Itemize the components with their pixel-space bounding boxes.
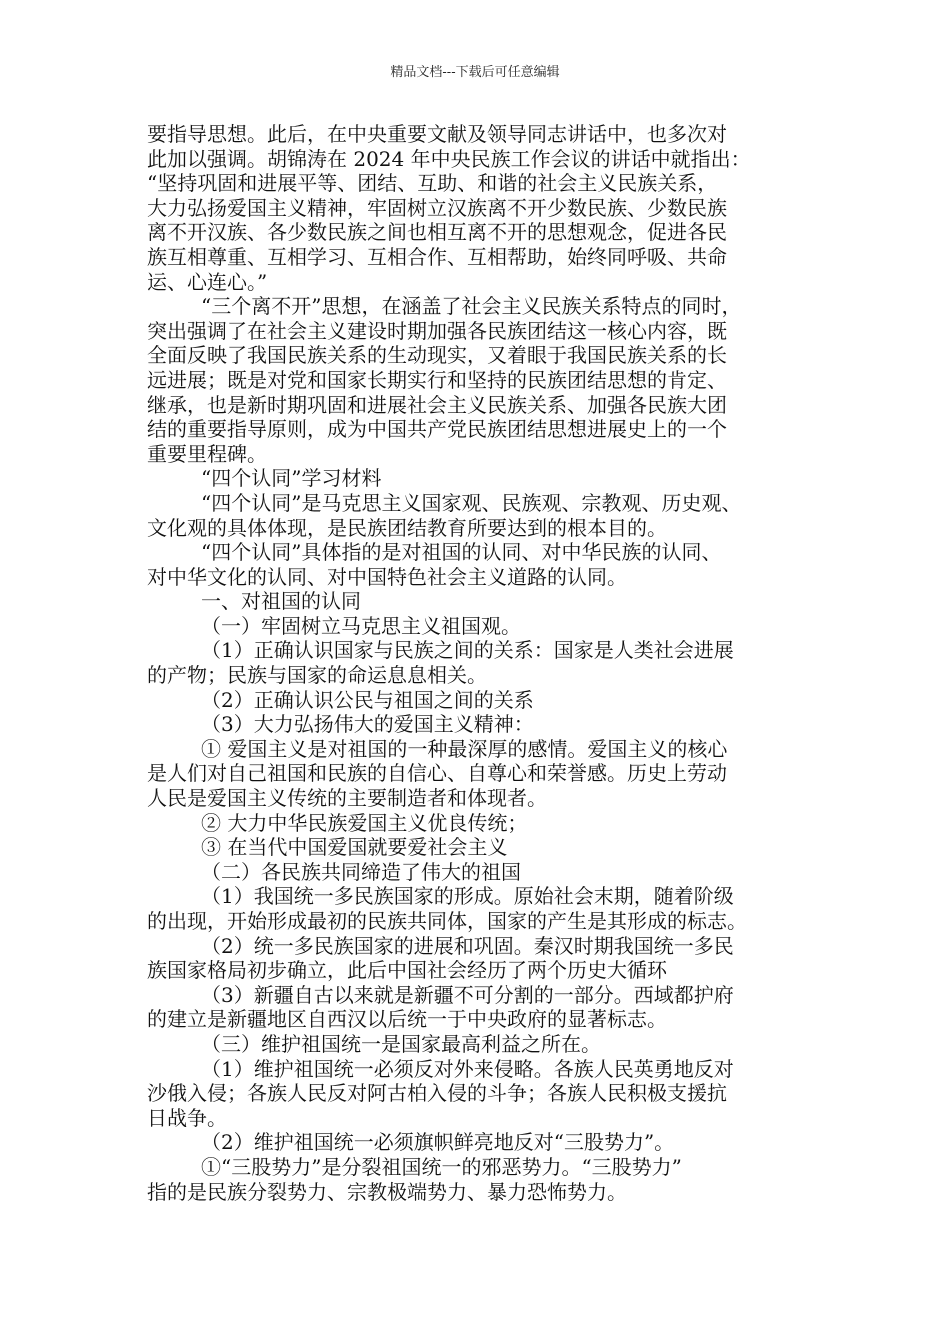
paragraph	[147, 589, 827, 614]
paragraph	[147, 737, 827, 811]
paragraph	[147, 1057, 827, 1131]
paragraph	[147, 884, 827, 933]
text-line: 继承，也是新时期巩固和进展社会主义民族关系、加强各民族大团	[147, 392, 727, 417]
text-line: “四个认同”是马克思主义国家观、民族观、宗教观、历史观、	[201, 490, 742, 515]
text-line: 全面反映了我国民族关系的生动现实，又着眼于我国民族关系的长	[147, 343, 727, 368]
text-line: 文化观的具体体现，是民族团结教育所要达到的根本目的。	[147, 515, 667, 540]
text-line: （2）统一多民族国家的进展和巩固。秦汉时期我国统一多民	[201, 933, 734, 958]
text-line: “四个认同”学习材料	[201, 466, 382, 491]
text-line: ② 大力中华民族爱国主义优良传统；	[201, 810, 528, 835]
text-line: （1）正确认识国家与民族之间的关系：国家是人类社会进展	[201, 638, 734, 663]
document-body	[147, 122, 827, 1204]
paragraph	[147, 466, 827, 491]
paragraph	[147, 540, 827, 589]
text-line: ① 爱国主义是对祖国的一种最深厚的感情。爱国主义的核心	[201, 736, 728, 761]
text-line: （2）维护祖国统一必须旗帜鲜亮地反对“三股势力”。	[201, 1130, 675, 1155]
text-line: 对中华文化的认同、对中国特色社会主义道路的认同。	[147, 564, 627, 589]
paragraph	[147, 294, 827, 466]
text-line: 沙俄入侵；各族人民反对阿古柏入侵的斗争；各族人民积极支援抗	[147, 1081, 727, 1106]
text-line: （1）维护祖国统一必须反对外来侵略。各族人民英勇地反对	[201, 1056, 734, 1081]
text-line: 大力弘扬爱国主义精神，牢固树立汉族离不开少数民族、少数民族	[147, 195, 727, 220]
text-line: 的出现，开始形成最初的民族共同体，国家的产生是其形成的标志。	[147, 909, 747, 933]
text-line: 的建立是新疆地区自西汉以后统一于中央政府的显著标志。	[147, 1007, 667, 1032]
text-line: 结的重要指导原则，成为中国共产党民族团结思想进展史上的一个	[147, 417, 727, 442]
paragraph	[147, 934, 827, 983]
text-line: ①“三股势力”是分裂祖国统一的邪恶势力。“三股势力”	[201, 1154, 682, 1179]
text-line: （3）新疆自古以来就是新疆不可分割的一部分。西域都护府	[201, 982, 734, 1007]
text-line: 族国家格局初步确立，此后中国社会经历了两个历史大循环	[147, 958, 667, 983]
text-line: （1）我国统一多民族国家的形成。原始社会末期，随着阶级	[201, 884, 734, 909]
text-line: ③ 在当代中国爱国就要爱社会主义	[201, 835, 508, 860]
text-line: 的产物；民族与国家的命运息息相关。	[147, 663, 487, 688]
paragraph	[147, 122, 827, 294]
paragraph	[147, 638, 827, 687]
text-line: 是人们对自己祖国和民族的自信心、自尊心和荣誉感。历史上劳动	[147, 761, 727, 786]
text-line: （二）各民族共同缔造了伟大的祖国	[201, 859, 521, 884]
text-line: “坚持巩固和进展平等、团结、互助、和谐的社会主义民族关系，	[147, 171, 718, 196]
page-header: 精品文档---下载后可任意编辑	[390, 65, 560, 80]
paragraph	[147, 712, 827, 737]
text-line: “三个离不开”思想，在涵盖了社会主义民族关系特点的同时，	[201, 294, 742, 319]
text-line: （一）牢固树立马克思主义祖国观。	[201, 613, 521, 638]
text-line: （3）大力弘扬伟大的爱国主义精神：	[201, 712, 534, 737]
paragraph	[147, 688, 827, 713]
paragraph	[147, 491, 827, 540]
paragraph	[147, 1155, 827, 1204]
paragraph	[147, 1130, 827, 1155]
text-line: 指的是民族分裂势力、宗教极端势力、暴力恐怖势力。	[147, 1179, 627, 1204]
paragraph	[147, 614, 827, 639]
text-line: “四个认同”具体指的是对祖国的认同、对中华民族的认同、	[201, 540, 722, 565]
text-line: 人民是爱国主义传统的主要制造者和体现者。	[147, 786, 547, 811]
paragraph	[147, 835, 827, 860]
text-line: （2）正确认识公民与祖国之间的关系	[201, 687, 534, 712]
text-line: 离不开汉族、各少数民族之间也相互离不开的思想观念，促进各民	[147, 220, 727, 245]
text-line: 族互相尊重、互相学习、互相合作、互相帮助，始终同呼吸、共命	[147, 244, 727, 269]
paragraph	[147, 860, 827, 885]
text-line: 重要里程碑。	[147, 441, 267, 466]
text-line: 远进展；既是对党和国家长期实行和坚持的民族团结思想的肯定、	[147, 367, 727, 392]
text-line: 一、对祖国的认同	[201, 589, 361, 614]
paragraph	[147, 811, 827, 836]
text-line: 突出强调了在社会主义建设时期加强各民族团结这一核心内容，既	[147, 318, 727, 343]
paragraph	[147, 983, 827, 1032]
text-line: 日战争。	[147, 1105, 227, 1130]
text-line: 运、心连心。”	[147, 269, 268, 294]
text-line: （三）维护祖国统一是国家最高利益之所在。	[201, 1031, 601, 1056]
text-line: 要指导思想。此后，在中央重要文献及领导同志讲话中，也多次对	[147, 122, 727, 146]
paragraph	[147, 1032, 827, 1057]
text-line: 此加以强调。胡锦涛在 2024 年中央民族工作会议的讲话中就指出：	[147, 146, 751, 171]
